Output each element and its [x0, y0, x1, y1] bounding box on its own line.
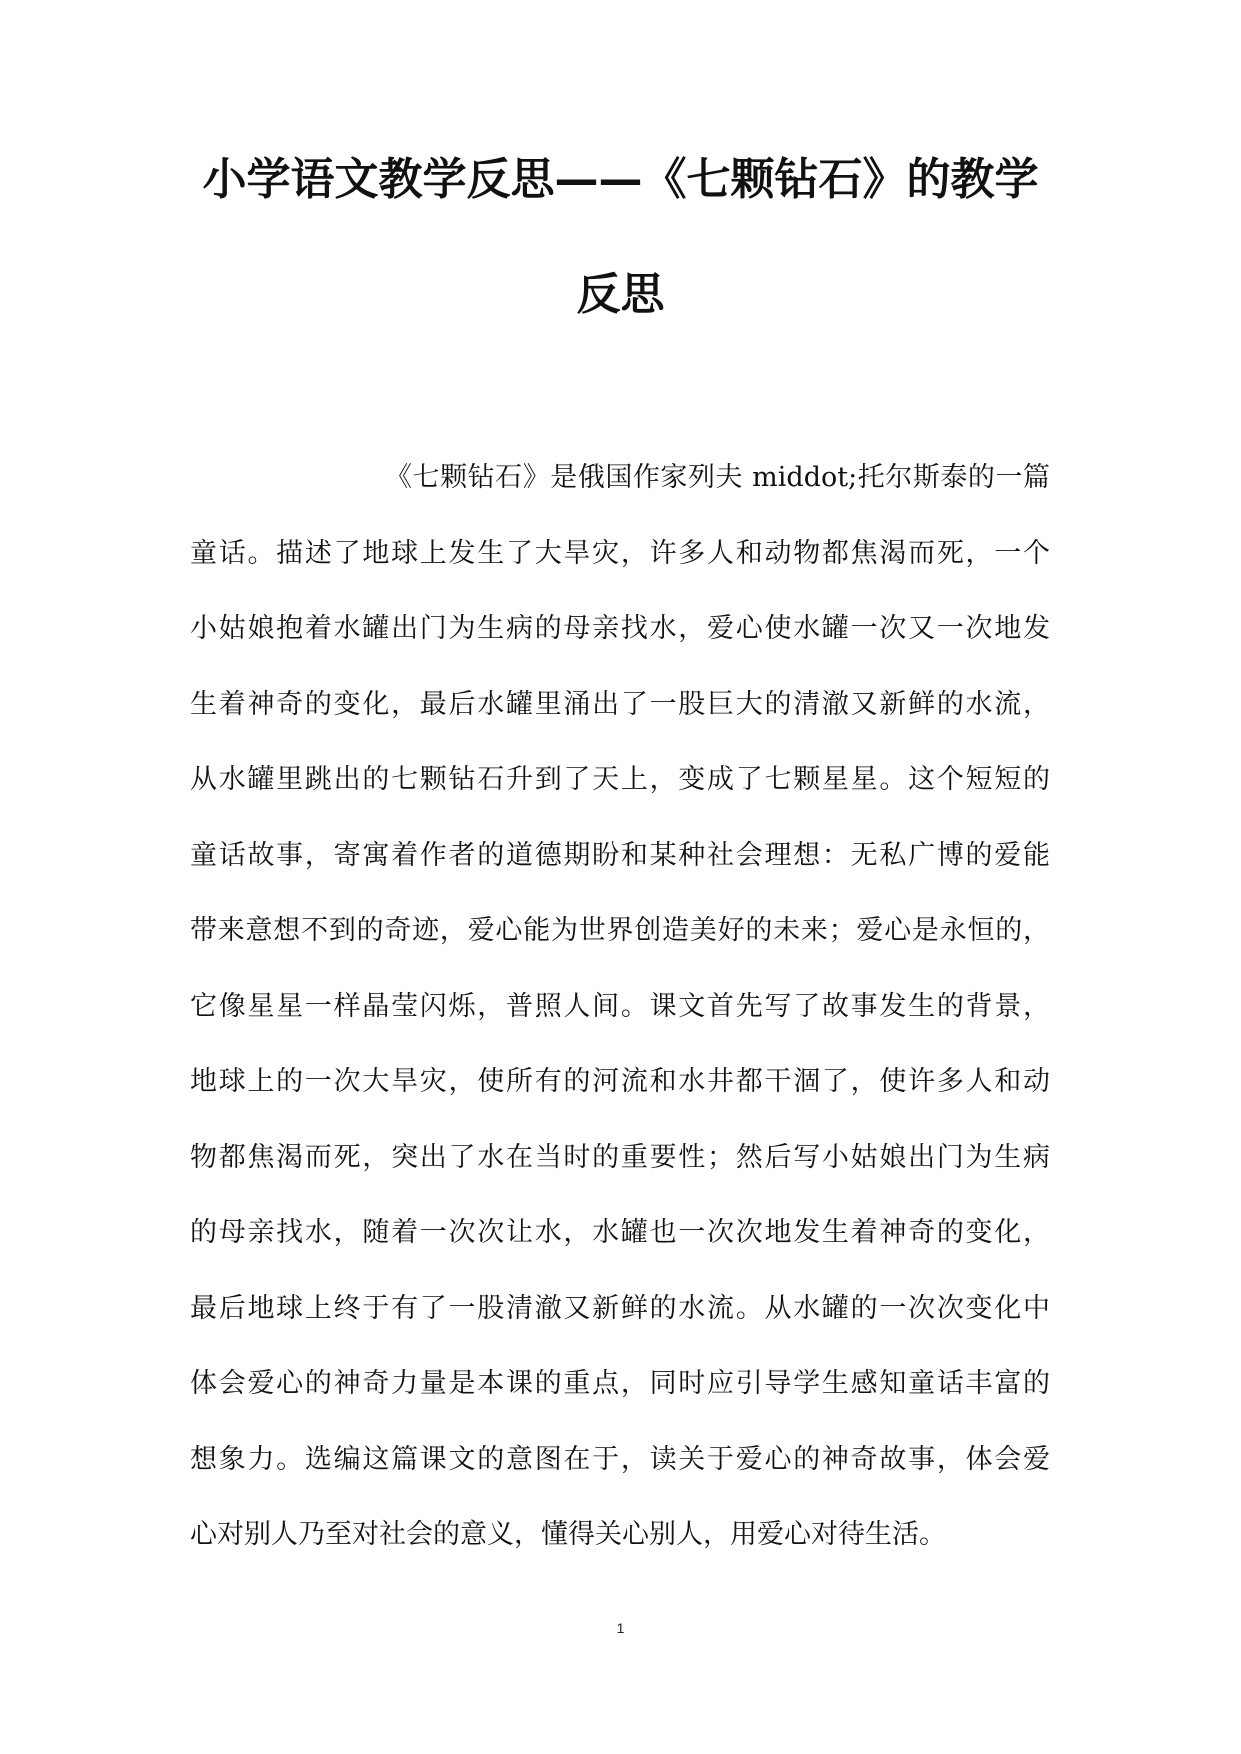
paragraph-line: 想象力。选编这篇课文的意图在于，读关于爱心的神奇故事，体会爱: [190, 1443, 1050, 1475]
title-line-1: 小学语文教学反思——《七颗钻石》的教学: [202, 154, 1039, 205]
paragraph-line: 童话故事，寄寓着作者的道德期盼和某种社会理想：无私广博的爱能: [190, 839, 1050, 871]
paragraph-line: 心对别人乃至对社会的意义，懂得关心别人，用爱心对待生活。: [190, 1519, 946, 1550]
body-paragraph: [190, 440, 1050, 1573]
title-line-2: 反思: [576, 269, 665, 320]
paragraph-line: 从水罐里跳出的七颗钻石升到了天上，变成了七颗星星。这个短短的: [190, 764, 1050, 795]
paragraph-line: 体会爱心的神奇力量是本课的重点，同时应引导学生感知童话丰富的: [190, 1368, 1050, 1399]
paragraph-line: 童话。描述了地球上发生了大旱灾，许多人和动物都焦渴而死，一个: [190, 537, 1050, 569]
page-number: 1: [616, 1620, 625, 1636]
paragraph-line: 它像星星一样晶莹闪烁，普照人间。课文首先写了故事发生的背景，: [190, 990, 1050, 1022]
paragraph-line: 的母亲找水，随着一次次让水，水罐也一次次地发生着神奇的变化，: [190, 1217, 1050, 1248]
paragraph-line: 小姑娘抱着水罐出门为生病的母亲找水，爱心使水罐一次又一次地发: [190, 613, 1050, 644]
paragraph-line: 《七颗钻石》是俄国作家列夫 middot;托尔斯泰的一篇: [385, 462, 1050, 493]
paragraph-line: 物都焦渴而死，突出了水在当时的重要性；然后写小姑娘出门为生病: [190, 1141, 1050, 1173]
paragraph-line: 最后地球上终于有了一股清澈又新鲜的水流。从水罐的一次次变化中: [190, 1292, 1050, 1324]
paragraph-line: 生着神奇的变化，最后水罐里涌出了一股巨大的清澈又新鲜的水流，: [190, 688, 1050, 720]
paragraph-line: 带来意想不到的奇迹，爱心能为世界创造美好的未来；爱心是永恒的，: [190, 915, 1050, 946]
paragraph-line: 地球上的一次大旱灾，使所有的河流和水井都干涸了，使许多人和动: [190, 1066, 1050, 1097]
